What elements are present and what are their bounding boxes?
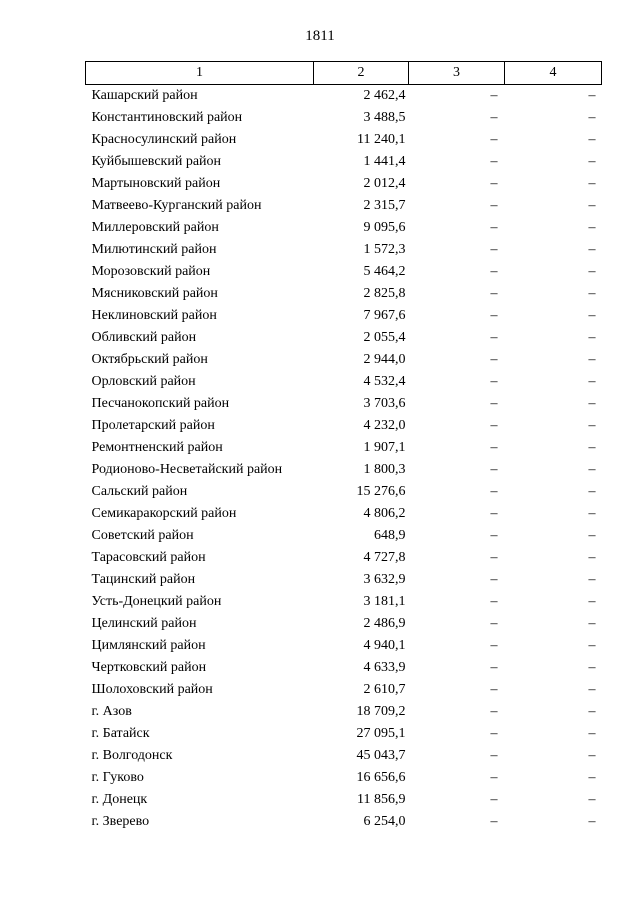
row-col3-cell: –	[490, 330, 498, 345]
row-value-cell: 16 656,6	[356, 770, 406, 785]
row-col3-cell: –	[490, 132, 498, 147]
row-value-cell: 2 944,0	[363, 352, 406, 367]
table-row	[86, 613, 602, 635]
row-col4-cell: –	[588, 374, 596, 389]
row-col3-cell: –	[490, 242, 498, 257]
row-col3-cell: –	[490, 176, 498, 191]
table-row	[86, 569, 602, 591]
table-row	[86, 327, 602, 349]
row-name-cell: Сальский район	[91, 484, 188, 499]
row-col3-cell: –	[490, 220, 498, 235]
row-col4-cell: –	[588, 616, 596, 631]
table-row	[86, 679, 602, 701]
table-row	[86, 767, 602, 789]
table-row	[86, 393, 602, 415]
row-name-cell: Семикаракорский район	[91, 506, 237, 521]
header-col-3: 3	[409, 62, 505, 85]
table-row	[86, 437, 602, 459]
row-value-cell: 3 488,5	[363, 110, 406, 125]
row-col3-cell: –	[490, 440, 498, 455]
row-col3-cell: –	[490, 594, 498, 609]
row-col4-cell: –	[588, 132, 596, 147]
row-name-cell: Пролетарский район	[91, 418, 215, 433]
row-name-cell: г. Донецк	[91, 792, 148, 807]
row-col4-cell: –	[588, 704, 596, 719]
row-col4-cell: –	[588, 440, 596, 455]
row-col4-cell: –	[588, 264, 596, 279]
row-col3-cell: –	[490, 462, 498, 477]
table-row	[86, 173, 602, 195]
header-col-1: 1	[86, 62, 314, 85]
table-row	[86, 261, 602, 283]
row-name-cell: г. Азов	[91, 704, 132, 719]
row-name-cell: Мясниковский район	[91, 286, 218, 301]
row-col4-cell: –	[588, 594, 596, 609]
row-col3-cell: –	[490, 506, 498, 521]
row-col3-cell: –	[490, 704, 498, 719]
row-value-cell: 1 441,4	[363, 154, 406, 169]
row-col4-cell: –	[588, 792, 596, 807]
row-name-cell: Красносулинский район	[91, 132, 237, 147]
table-row	[86, 591, 602, 613]
row-col3-cell: –	[490, 660, 498, 675]
table-row	[86, 481, 602, 503]
row-value-cell: 1 800,3	[363, 462, 406, 477]
row-col4-cell: –	[588, 814, 596, 829]
row-value-cell: 15 276,6	[356, 484, 406, 499]
row-col3-cell: –	[490, 792, 498, 807]
row-col3-cell: –	[490, 374, 498, 389]
budget-table	[85, 61, 602, 833]
table-row	[86, 305, 602, 327]
row-name-cell: Милютинский район	[91, 242, 217, 257]
row-col4-cell: –	[588, 770, 596, 785]
row-col3-cell: –	[490, 572, 498, 587]
row-col3-cell: –	[490, 286, 498, 301]
table-row	[86, 723, 602, 745]
row-name-cell: Октябрьский район	[91, 352, 208, 367]
row-name-cell: Кашарский район	[91, 88, 198, 103]
table-row	[86, 415, 602, 437]
row-name-cell: Миллеровский район	[91, 220, 219, 235]
row-col3-cell: –	[490, 616, 498, 631]
row-col4-cell: –	[588, 748, 596, 763]
row-col4-cell: –	[588, 198, 596, 213]
row-value-cell: 4 232,0	[363, 418, 406, 433]
row-value-cell: 2 825,8	[363, 286, 406, 301]
row-name-cell: Тацинский район	[91, 572, 196, 587]
row-name-cell: Обливский район	[91, 330, 197, 345]
table-row	[86, 459, 602, 481]
table-row	[86, 503, 602, 525]
row-col4-cell: –	[588, 286, 596, 301]
row-col3-cell: –	[490, 638, 498, 653]
row-col3-cell: –	[490, 110, 498, 125]
row-value-cell: 4 532,4	[363, 374, 406, 389]
row-value-cell: 11 856,9	[357, 792, 406, 807]
row-col3-cell: –	[490, 748, 498, 763]
row-name-cell: Цимлянский район	[91, 638, 206, 653]
row-value-cell: 11 240,1	[357, 132, 406, 147]
row-name-cell: Константиновский район	[91, 110, 243, 125]
row-value-cell: 9 095,6	[363, 220, 406, 235]
row-name-cell: Тарасовский район	[91, 550, 206, 565]
row-name-cell: Советский район	[91, 528, 194, 543]
row-name-cell: Усть-Донецкий район	[91, 594, 222, 609]
row-value-cell: 3 632,9	[363, 572, 406, 587]
row-value-cell: 2 462,4	[363, 88, 406, 103]
row-name-cell: г. Гуково	[91, 770, 144, 785]
row-col4-cell: –	[588, 418, 596, 433]
row-name-cell: Чертковский район	[91, 660, 207, 675]
row-value-cell: 18 709,2	[356, 704, 406, 719]
row-col4-cell: –	[588, 352, 596, 367]
row-name-cell: Неклиновский район	[91, 308, 217, 323]
row-col3-cell: –	[490, 418, 498, 433]
row-name-cell: г. Зверево	[91, 814, 150, 829]
row-col4-cell: –	[588, 660, 596, 675]
table-row	[86, 525, 602, 547]
table-row	[86, 129, 602, 151]
table-row	[86, 217, 602, 239]
row-col4-cell: –	[588, 88, 596, 103]
row-name-cell: Матвеево-Курганский район	[91, 198, 262, 213]
row-col3-cell: –	[490, 484, 498, 499]
row-col4-cell: –	[588, 110, 596, 125]
header-col-4: 4	[505, 62, 602, 85]
table-row	[86, 789, 602, 811]
row-col4-cell: –	[588, 484, 596, 499]
row-col4-cell: –	[588, 308, 596, 323]
table-row	[86, 657, 602, 679]
row-col4-cell: –	[588, 330, 596, 345]
table-row	[86, 283, 602, 305]
row-value-cell: 1 572,3	[363, 242, 406, 257]
row-name-cell: Ремонтненский район	[91, 440, 223, 455]
row-value-cell: 4 940,1	[363, 638, 406, 653]
row-col3-cell: –	[490, 154, 498, 169]
row-value-cell: 4 806,2	[363, 506, 406, 521]
row-col3-cell: –	[490, 550, 498, 565]
row-name-cell: Куйбышевский район	[91, 154, 222, 169]
row-value-cell: 6 254,0	[363, 814, 406, 829]
table-row	[86, 635, 602, 657]
row-value-cell: 3 703,6	[363, 396, 406, 411]
row-name-cell: Орловский район	[91, 374, 196, 389]
page-number: 1811	[305, 28, 335, 44]
row-value-cell: 5 464,2	[363, 264, 406, 279]
row-col4-cell: –	[588, 638, 596, 653]
row-name-cell: Родионово-Несветайский район	[91, 462, 283, 477]
table-row	[86, 107, 602, 129]
row-col4-cell: –	[588, 220, 596, 235]
row-col3-cell: –	[490, 396, 498, 411]
table-body	[86, 85, 602, 834]
table-row	[86, 349, 602, 371]
row-col3-cell: –	[490, 770, 498, 785]
row-col4-cell: –	[588, 242, 596, 257]
row-value-cell: 4 633,9	[363, 660, 406, 675]
table-row	[86, 371, 602, 393]
row-value-cell: 45 043,7	[356, 748, 406, 763]
row-value-cell: 2 486,9	[363, 616, 406, 631]
row-name-cell: г. Батайск	[91, 726, 150, 741]
row-col4-cell: –	[588, 396, 596, 411]
row-col4-cell: –	[588, 682, 596, 697]
row-col3-cell: –	[490, 198, 498, 213]
table-row	[86, 151, 602, 173]
row-col4-cell: –	[588, 528, 596, 543]
table-row	[86, 85, 602, 108]
table-header	[86, 62, 602, 85]
row-value-cell: 4 727,8	[363, 550, 406, 565]
row-col3-cell: –	[490, 726, 498, 741]
row-name-cell: Морозовский район	[91, 264, 211, 279]
row-col3-cell: –	[490, 308, 498, 323]
table-row	[86, 745, 602, 767]
row-name-cell: Целинский район	[91, 616, 197, 631]
row-col3-cell: –	[490, 88, 498, 103]
row-col4-cell: –	[588, 462, 596, 477]
table-row	[86, 701, 602, 723]
row-value-cell: 2 315,7	[363, 198, 406, 213]
row-col3-cell: –	[490, 528, 498, 543]
row-col4-cell: –	[588, 726, 596, 741]
row-name-cell: Шолоховский район	[91, 682, 213, 697]
table-row	[86, 239, 602, 261]
row-value-cell: 2 012,4	[363, 176, 406, 191]
row-col4-cell: –	[588, 572, 596, 587]
row-name-cell: Мартыновский район	[91, 176, 221, 191]
row-value-cell: 648,9	[374, 528, 406, 543]
row-value-cell: 3 181,1	[363, 594, 406, 609]
row-col4-cell: –	[588, 550, 596, 565]
row-col4-cell: –	[588, 176, 596, 191]
row-value-cell: 2 610,7	[363, 682, 406, 697]
header-col-2: 2	[314, 62, 409, 85]
row-col3-cell: –	[490, 264, 498, 279]
row-col3-cell: –	[490, 352, 498, 367]
table-row	[86, 195, 602, 217]
row-value-cell: 7 967,6	[363, 308, 406, 323]
header-row	[86, 62, 602, 85]
row-name-cell: Песчанокопский район	[91, 396, 230, 411]
row-value-cell: 27 095,1	[356, 726, 406, 741]
row-name-cell: г. Волгодонск	[91, 748, 173, 763]
row-col4-cell: –	[588, 506, 596, 521]
row-value-cell: 2 055,4	[363, 330, 406, 345]
row-value-cell: 1 907,1	[363, 440, 406, 455]
row-col3-cell: –	[490, 814, 498, 829]
row-col4-cell: –	[588, 154, 596, 169]
table-row	[86, 811, 602, 833]
row-col3-cell: –	[490, 682, 498, 697]
table-row	[86, 547, 602, 569]
